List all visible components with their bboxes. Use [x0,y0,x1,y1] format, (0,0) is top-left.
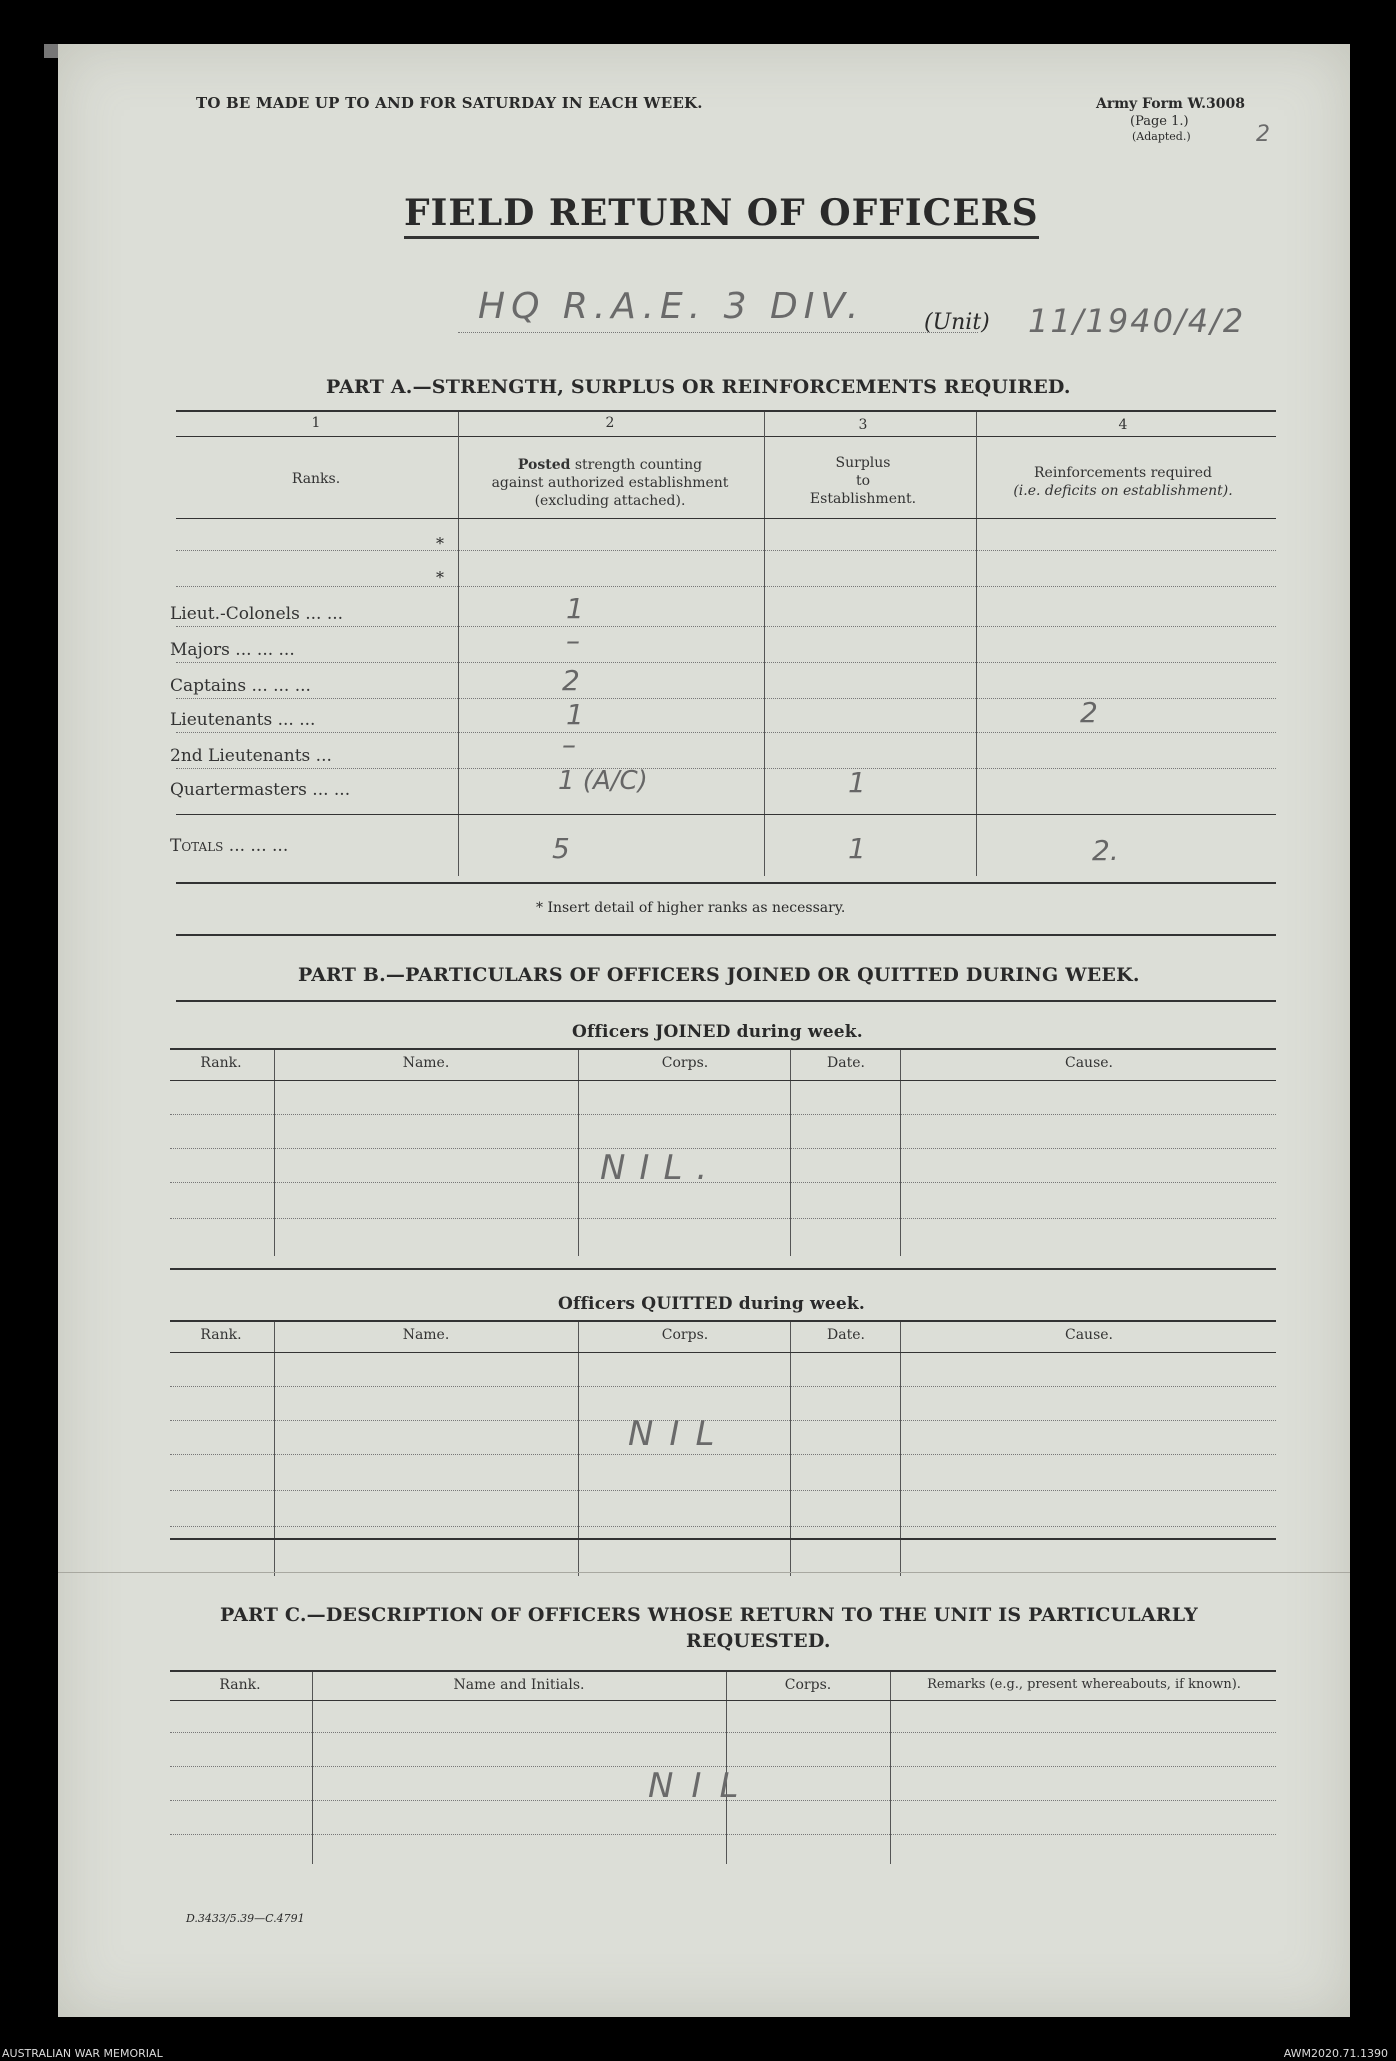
unit-dotted-line [458,332,978,333]
col-ranks-head: Ranks. [291,471,341,487]
quitted-row-5 [170,1526,1276,1527]
part-c-col-rank: Rank. [219,1677,261,1693]
posted-bold: Posted [517,457,571,473]
joined-col-name: Name. [402,1055,450,1071]
part-c-heading-2: REQUESTED. [686,1630,831,1652]
joined-col-date: Date. [827,1055,865,1071]
totals-label: Totals ... ... ... [170,836,289,856]
row-rule-3 [176,698,1276,699]
joined-nil: NIL. [600,1148,722,1188]
joined-bottom-rule [170,1268,1276,1270]
rank-lieut-colonels: Lieut.-Colonels ... ... [170,604,344,624]
quitted-col-cause: Cause. [1065,1327,1113,1343]
quitted-title: Officers QUITTED during week. [558,1294,865,1314]
row-rule-2 [176,662,1276,663]
part-a-top-rule [176,410,1276,412]
asterisk-2: * [436,568,444,587]
posted-2nd-lieutenants: – [562,728,576,761]
col-surplus-head [768,454,958,508]
corner-mark: 2 [1256,122,1270,147]
instruction-text: TO BE MADE UP TO AND FOR SATURDAY IN EACH WEEK. [196,94,703,112]
part-a-bottom-rule [176,882,1276,884]
reinf-line-1: Reinforcements required [1034,465,1212,481]
reinf-lieutenants: 2 [1080,696,1098,729]
reinf-line-2: (i.e. deficits on establishment). [1013,483,1233,499]
surplus-line-3: Establishment. [809,491,917,507]
part-c-col-remarks: Remarks (e.g., present whereabouts, if known). [927,1677,1241,1692]
surplus-line-2: to [855,473,871,489]
part-b-top-rule [176,1000,1276,1002]
fold-line [58,1572,1350,1573]
asterisk-1: * [436,534,444,553]
col-reinf-head [978,464,1268,500]
joined-row-2 [170,1148,1276,1149]
rank-quartermasters: Quartermasters ... ... [170,780,351,800]
joined-col-cause: Cause. [1065,1055,1113,1071]
quitted-row-4 [170,1490,1276,1491]
col-num-1: 1 [311,415,321,431]
part-c-head-rule [170,1700,1276,1701]
quitted-col-corps: Corps. [661,1327,709,1343]
joined-title: Officers JOINED during week. [572,1022,863,1042]
col-num-4: 4 [1118,417,1128,433]
part-c-col-corps: Corps. [784,1677,832,1693]
col-num-3: 3 [858,417,868,433]
col-num-2: 2 [605,415,615,431]
unit-label: (Unit) [924,310,990,335]
page-number: (Page 1.) [1130,114,1189,129]
asterisk-row-2 [176,586,1276,587]
row-rule-5 [176,768,1276,769]
part-a-vline-3 [976,412,977,876]
footer-left: AUSTRALIAN WAR MEMORIAL [2,2047,163,2060]
part-a-head-rule [176,518,1276,519]
joined-top-rule [170,1048,1276,1050]
part-c-row-4 [170,1834,1276,1835]
part-a-footnote: * Insert detail of higher ranks as necessary. [536,900,846,916]
part-c-heading-1: PART C.—DESCRIPTION OF OFFICERS WHOSE RETURN TO THE UNIT IS PARTICULARLY [220,1604,1198,1626]
total-reinf: 2. [1092,834,1119,867]
part-c-nil: NIL [648,1766,757,1806]
joined-row-3 [170,1182,1276,1183]
posted-lieut-colonels: 1 [566,592,584,625]
part-a-vline-2 [764,412,765,876]
binding-edge [44,44,58,58]
rank-majors: Majors ... ... ... [170,640,295,660]
unit-reference: 11/1940/4/2 [1028,302,1246,340]
quitted-top-rule [170,1320,1276,1322]
posted-captains: 2 [562,664,580,697]
joined-row-4 [170,1218,1276,1219]
part-a-heading: PART A.—STRENGTH, SURPLUS OR REINFORCEMENTS REQUIRED. [326,376,1071,398]
form-number: Army Form W.3008 [1096,96,1246,112]
footer-right: AWM2020.71.1390 [1283,2047,1388,2060]
posted-line-2: against authorized establishment [491,475,729,491]
surplus-line-1: Surplus [835,455,891,471]
rank-captains: Captains ... ... ... [170,676,311,696]
joined-head-rule [170,1080,1276,1081]
footnote-rule [176,934,1276,936]
form-page [58,44,1350,2017]
quitted-col-date: Date. [827,1327,865,1343]
part-c-row-1 [170,1732,1276,1733]
quitted-nil: NIL [628,1414,731,1454]
row-rule-1 [176,626,1276,627]
joined-col-corps: Corps. [661,1055,709,1071]
posted-lieutenants: 1 [566,698,584,731]
joined-col-rank: Rank. [200,1055,242,1071]
col-posted-head [460,456,760,510]
col-num-rule [176,436,1276,437]
total-posted: 5 [552,832,570,865]
adapted-label: (Adapted.) [1132,130,1191,143]
part-c-col-name: Name and Initials. [453,1677,585,1693]
page-title: FIELD RETURN OF OFFICERS [404,192,1039,239]
posted-line-3: (excluding attached). [534,493,686,509]
row-rule-4 [176,732,1276,733]
posted-majors: – [566,624,580,657]
totals-top-rule [176,814,1276,815]
part-a-vline-1 [458,412,459,876]
rank-2nd-lieutenants: 2nd Lieutenants ... [170,746,332,766]
part-b-heading: PART B.—PARTICULARS OF OFFICERS JOINED OR QUITTED DURING WEEK. [298,964,1140,986]
quitted-row-3 [170,1454,1276,1455]
posted-quartermasters: 1 (A/C) [558,766,648,796]
print-code: D.3433/5.39—C.4791 [186,1912,305,1925]
joined-row-1 [170,1114,1276,1115]
quitted-row-1 [170,1386,1276,1387]
asterisk-row-1 [176,550,1276,551]
surplus-quartermasters: 1 [848,766,866,799]
unit-handwritten: HQ R.A.E. 3 DIV. [478,286,865,327]
quitted-col-name: Name. [402,1327,450,1343]
posted-rest: strength counting [570,457,703,473]
quitted-col-rank: Rank. [200,1327,242,1343]
quitted-head-rule [170,1352,1276,1353]
rank-lieutenants: Lieutenants ... ... [170,710,316,730]
quitted-bottom-rule [170,1538,1276,1540]
total-surplus: 1 [848,832,866,865]
part-c-top-rule [170,1670,1276,1672]
